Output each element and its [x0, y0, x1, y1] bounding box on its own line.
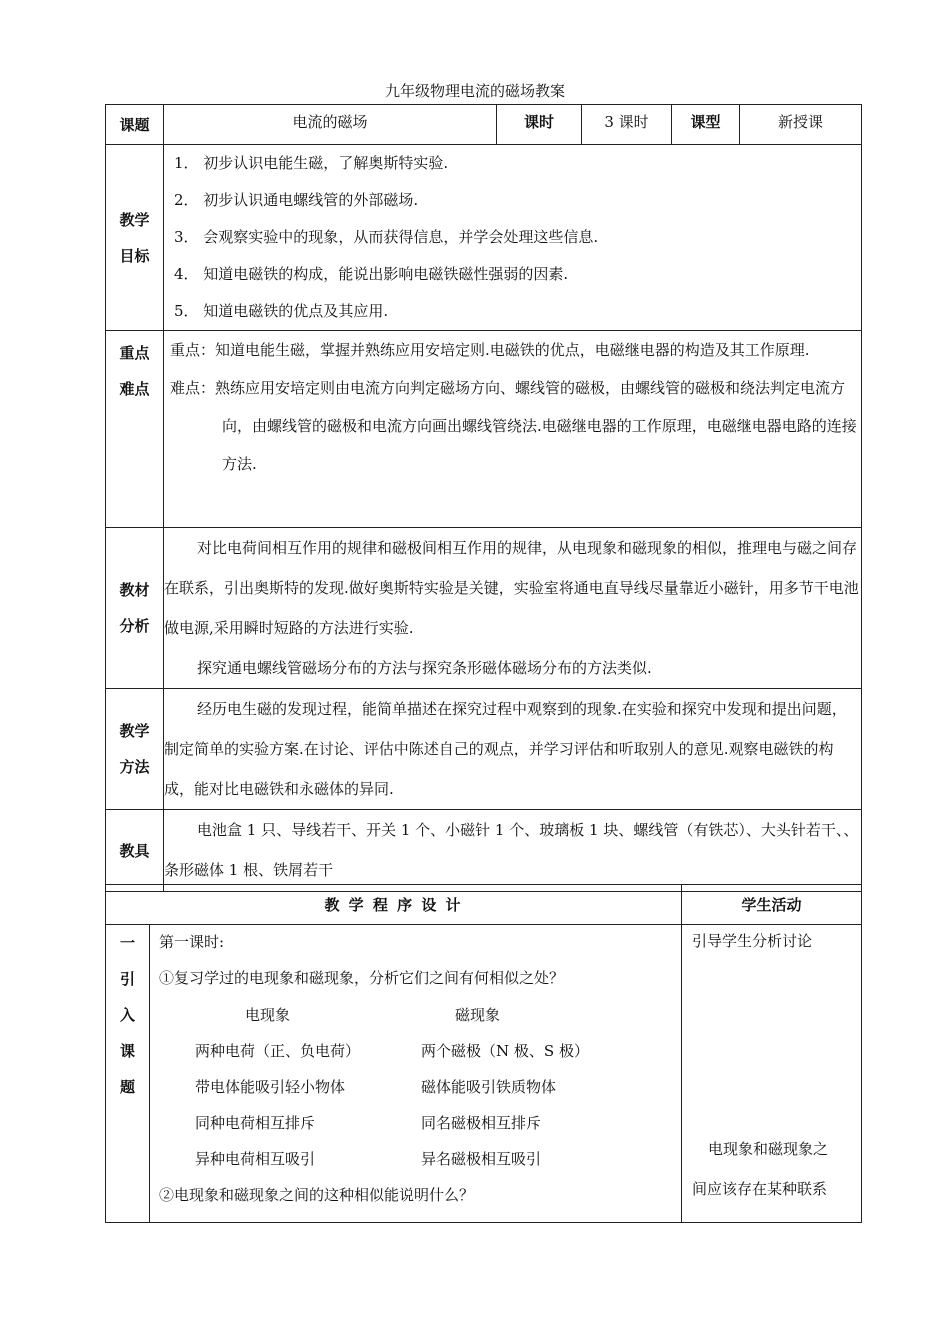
material-label: 教材 分析: [106, 528, 164, 689]
hours-label: 课时: [497, 105, 582, 145]
goal-item: 1． 初步认识电能生磁，了解奥斯特实验.: [174, 154, 449, 172]
student-activity-content: [682, 925, 862, 1223]
key-point-text: 重点：知道电能生磁，掌握并熟练应用安培定则.电磁铁的优点，电磁继电器的构造及其工作原理.: [170, 341, 810, 359]
method-content: [164, 689, 862, 810]
goal-item: 2． 初步认识通电螺线管的外部磁场.: [174, 191, 419, 209]
goal-item: 4． 知道电磁铁的构成，能说出影响电磁铁磁性强弱的因素.: [174, 265, 569, 283]
difficult-point-text: 难点：熟练应用安培定则由电流方向判定磁场方向、螺线管的磁极，由螺线管的磁极和绕法判定电流方向，由螺线管的磁极和电流方向画出螺线管绕法.电磁继电器的工作原理，电磁继电器电路的连接方法.: [170, 379, 857, 473]
comparison-row: 两种电荷（正、负电荷） 两个磁极（N 极、S 极）: [195, 1042, 589, 1060]
comparison-row: 异种电荷相互吸引 异名磁极相互吸引: [195, 1150, 542, 1168]
procedure-table: [105, 884, 862, 1223]
tools-label: 教具: [106, 810, 164, 892]
type-value: 新授课: [740, 105, 862, 145]
student-activity-3: 间应该存在某种联系: [692, 1180, 828, 1198]
method-paragraph: 经历电生磁的发现过程，能简单描述在探究过程中观察到的现象.在实验和探究中发现和提出问题，制定简单的实验方案.在讨论、评估中陈述自己的观点，并学习评估和听取别人的意见.观察电磁铁的构成，能对比电磁铁和永磁体的异同.: [164, 700, 847, 798]
lesson-label: 第一课时:: [159, 933, 225, 951]
lesson-info-table: [105, 104, 862, 892]
goals-content: [164, 145, 862, 331]
material-paragraph: 探究通电螺线管磁场分布的方法与探究条形磁体磁场分布的方法类似.: [197, 659, 652, 677]
key-points-content: [164, 331, 862, 528]
goals-label: 教学 目标: [106, 145, 164, 331]
document-title: 九年级物理电流的磁场教案: [384, 82, 565, 100]
comparison-row: 带电体能吸引轻小物体 磁体能吸引铁质物体: [195, 1078, 557, 1096]
electric-column-header: 电现象: [245, 1006, 291, 1024]
procedure-content: [150, 925, 682, 1223]
student-activity-1: 引导学生分析讨论: [692, 932, 813, 950]
type-label: 课型: [672, 105, 740, 145]
comparison-row: 同种电荷相互排斥 同名磁极相互排斥: [195, 1114, 542, 1132]
material-content: [164, 528, 862, 689]
material-paragraph: 对比电荷间相互作用的规律和磁极间相互作用的规律，从电现象和磁现象的相似，推理电与磁之间存在联系，引出奥斯特的发现.做好奥斯特实验是关键，实验室将通电直导线尽量靠近小磁针，用多节干电池做电源,采用瞬时短路的方法进行实验.: [164, 539, 859, 637]
goal-item: 5． 知道电磁铁的优点及其应用.: [174, 302, 389, 320]
comparison-header: [159, 997, 681, 1033]
tools-paragraph: 电池盒 1 只、导线若干、开关 1 个、小磁针 1 个、玻璃板 1 块、螺线管（有铁芯）、大头针若干、、条形磁体 1 根、铁屑若干: [164, 821, 859, 879]
topic-label: 课题: [106, 105, 164, 145]
goal-item: 3． 会观察实验中的现象，从而获得信息，并学会处理这些信息.: [174, 228, 599, 246]
method-label: 教学 方法: [106, 689, 164, 810]
section-label-intro: 一 引 入 课 题: [106, 925, 150, 1223]
key-points-label: 重点 难点: [106, 331, 164, 528]
hours-value: 3 课时: [582, 105, 672, 145]
student-activity-header: 学生活动: [682, 885, 862, 925]
tools-content: [164, 810, 862, 892]
magnetic-column-header: 磁现象: [455, 1006, 501, 1024]
question-1: ①复习学过的电现象和磁现象，分析它们之间有何相似之处？: [159, 969, 565, 987]
student-activity-2: 电现象和磁现象之: [708, 1140, 829, 1158]
topic-value: 电流的磁场: [164, 105, 497, 145]
procedure-header: 教 学 程 序 设 计: [106, 885, 682, 925]
question-2: ②电现象和磁现象之间的这种相似能说明什么？: [159, 1186, 475, 1204]
